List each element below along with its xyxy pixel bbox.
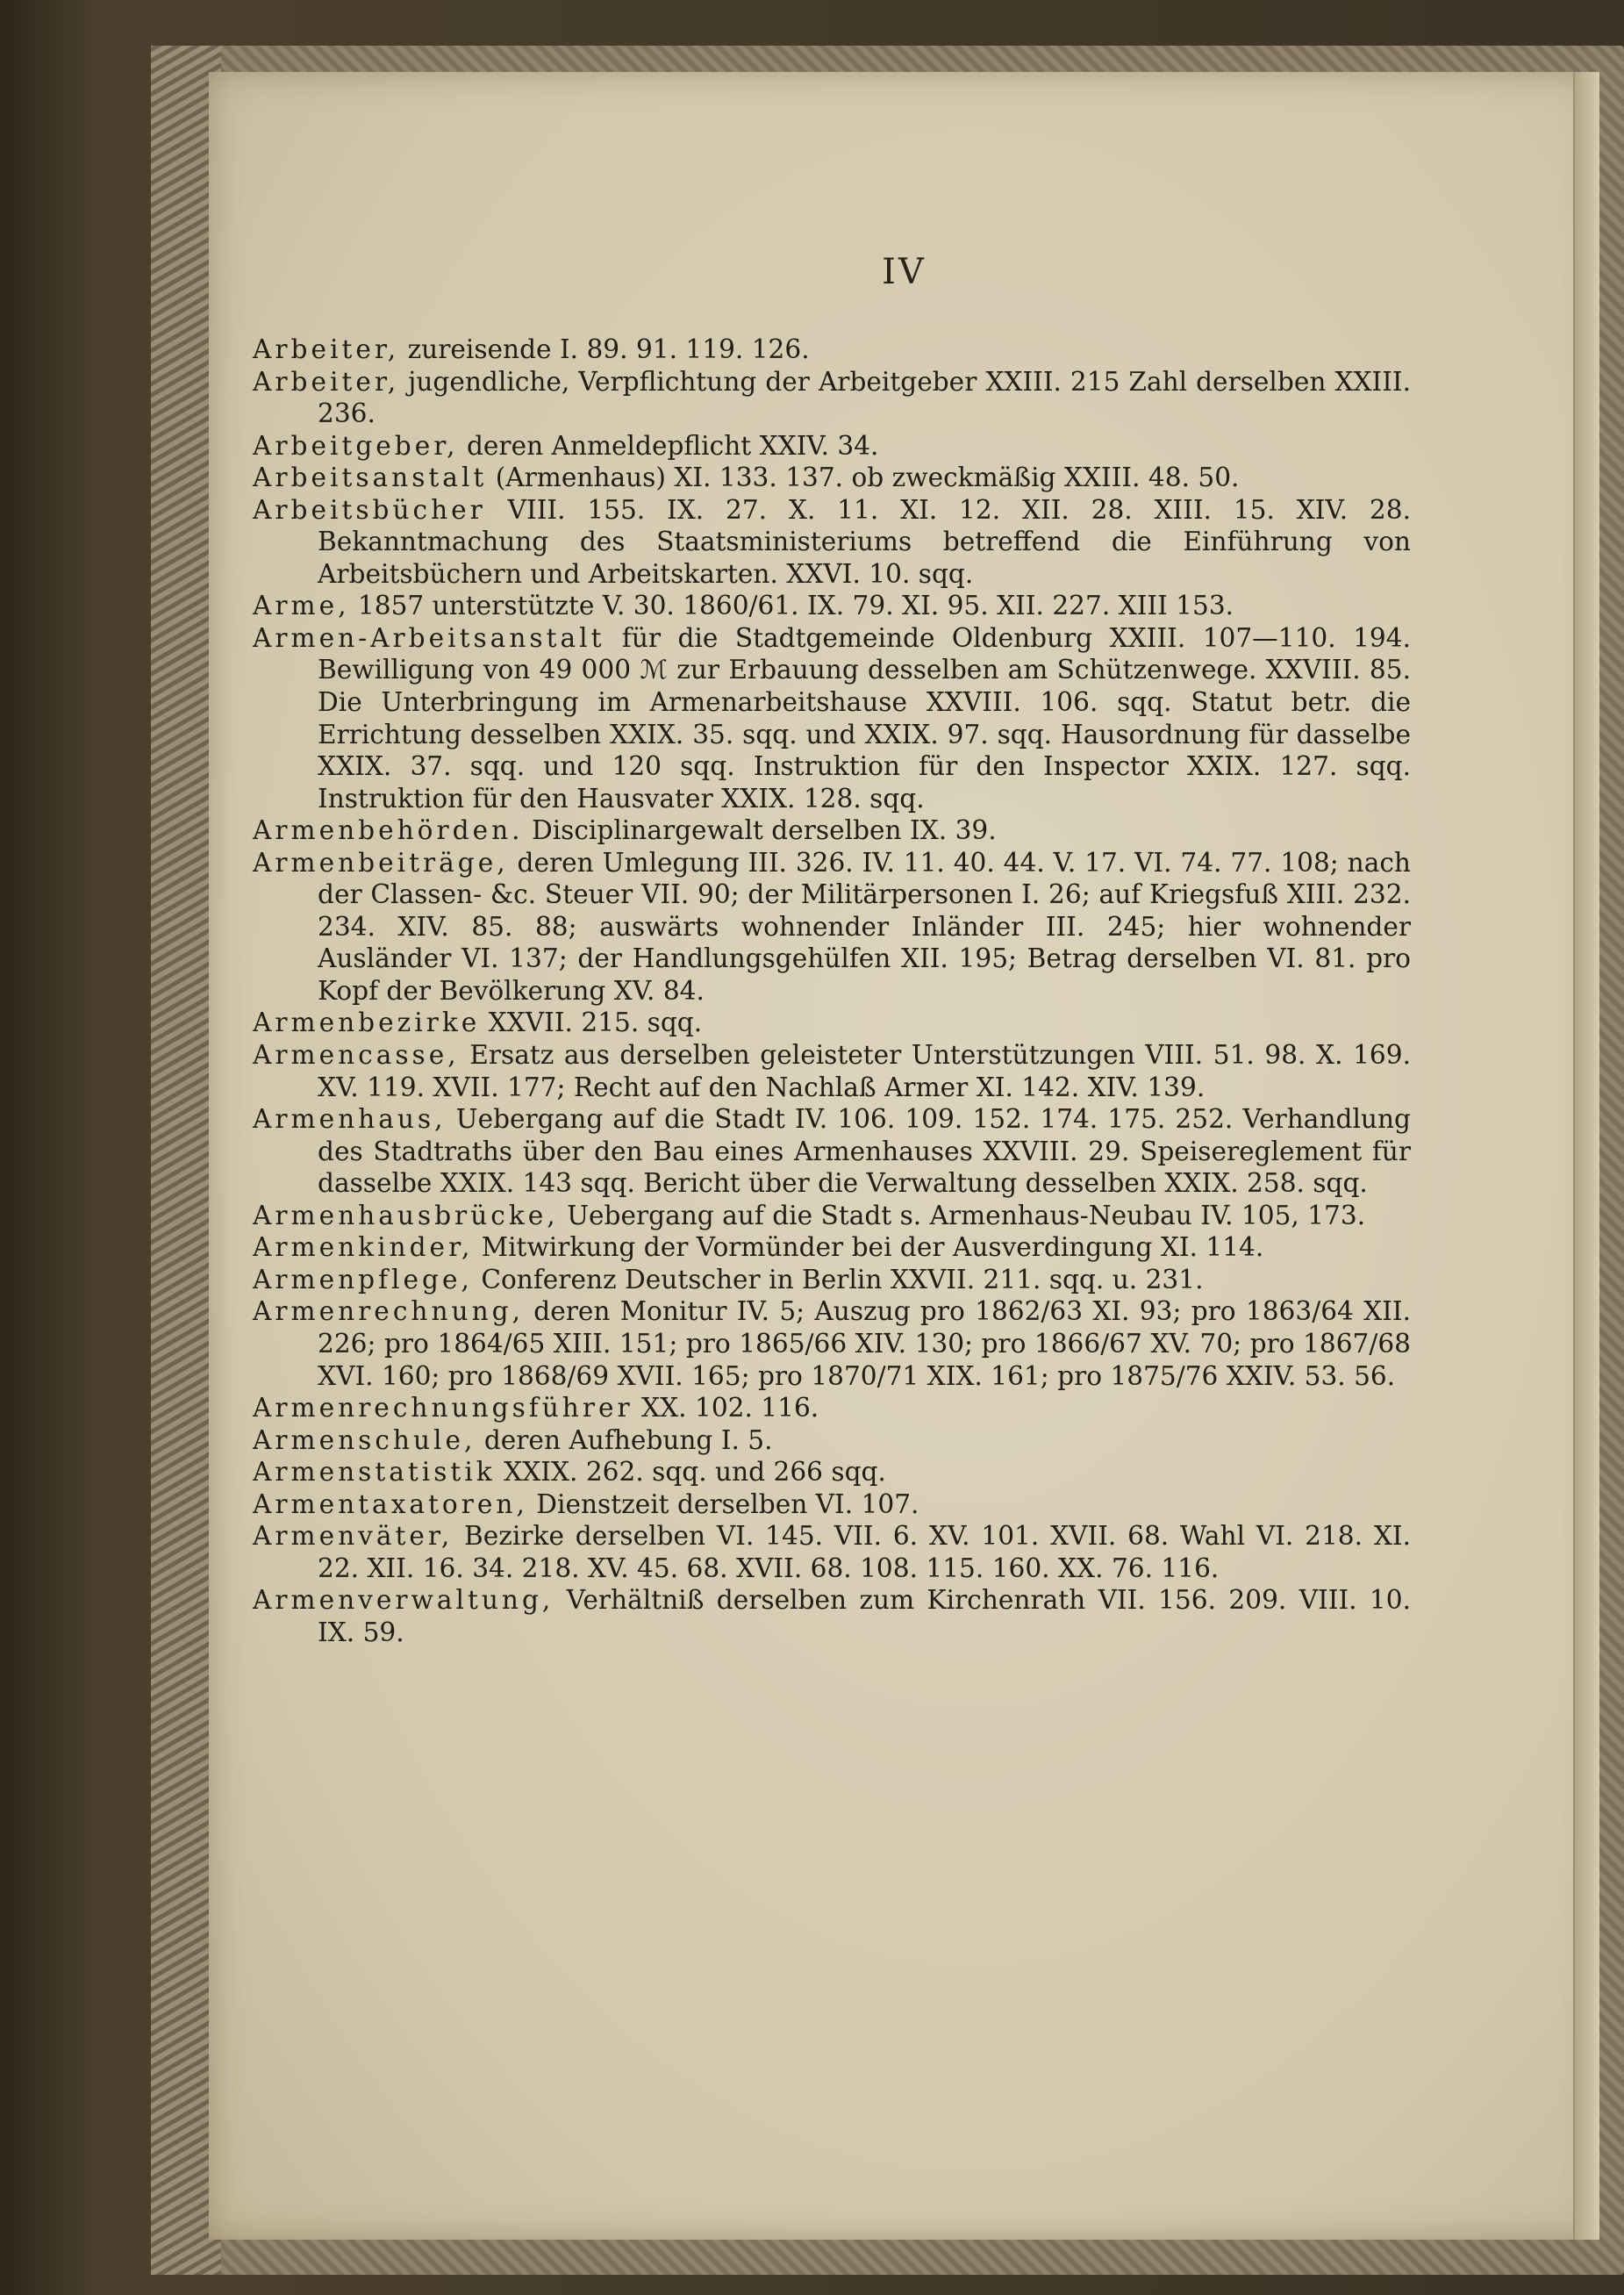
index-entry	[253, 590, 1411, 622]
entry-text: Uebergang auf die Stadt s. Armenhaus-Neubau IV. 105, 173.	[558, 1200, 1366, 1230]
entry-keyword: Armenrechnungsführer	[253, 1393, 633, 1424]
entry-text: XX. 102. 116.	[633, 1393, 819, 1424]
entry-keyword: Arbeitsbücher	[253, 494, 486, 525]
entry-text: 1857 unterstützte V. 30. 1860/61. IX. 79. XI. 95. XII. 227. XIII 153.	[349, 591, 1234, 621]
entry-text: deren Aufhebung I. 5.	[476, 1424, 773, 1455]
index-entry	[253, 1295, 1411, 1392]
index-list	[253, 333, 1411, 1648]
index-entry	[253, 814, 1411, 847]
entry-text: zureisende I. 89. 91. 119. 126.	[399, 334, 810, 364]
page-number: IV	[882, 252, 926, 292]
entry-text: jugendliche, Verpflichtung der Arbeitgeber XXIII. 215 Zahl derselben XXIII. 236.	[318, 366, 1411, 429]
entry-text: für die Stadtgemeinde Oldenburg XXIII. 107—110. 194. Bewilligung von 49 000 ℳ zur Erbauung desselben am Schützenwege. XXVIII. 85. Die Unterbringung im Armenarbeitshause XXVIII. 106. sqq. Statut betr. die Errichtung desselben XXIX. 35. sqq. und XXIX. 97. sqq. Hausordnung für dasselbe XXIX. 37. sqq. und 120 sqq. Instruktion für den Inspector XXIX. 127. sqq. Instruktion für den Hausvater XXIX. 128. sqq.	[318, 622, 1411, 814]
entry-keyword: Arbeitgeber,	[253, 430, 459, 461]
page-edge	[1573, 72, 1599, 2240]
index-entry	[253, 1200, 1411, 1232]
entry-text: Bezirke derselben VI. 145. VII. 6. XV. 101. XVII. 68. Wahl VI. 218. XI. 22. XII. 16. 34. 218. XV. 45. 68. XVII. 68. 108. 115. 160. XX. 76. 116.	[318, 1521, 1411, 1583]
index-entry	[253, 1039, 1411, 1103]
entry-text: Conferenz Deutscher in Berlin XXVII. 211. sqq. u. 231.	[472, 1264, 1204, 1295]
index-entry	[253, 494, 1411, 591]
entry-text: deren Umlegung III. 326. IV. 11. 40. 44. V. 17. VI. 74. 77. 108; nach der Classen- &c. Steuer VII. 90; der Militärpersonen I. 26; auf Kriegsfuß XIII. 232. 234. XIV. 85. 88; auswärts wohnender Inländer III. 245; hier wohnender Ausländer VI. 137; der Handlungsgehülfen XII. 195; Betrag derselben VI. 81. pro Kopf der Bevölkerung XV. 84.	[318, 847, 1411, 1006]
entry-text: Disciplinargewalt derselben IX. 39.	[523, 815, 997, 846]
entry-keyword: Arbeitsanstalt	[253, 463, 488, 493]
index-entry	[253, 1424, 1411, 1457]
index-entry	[253, 1392, 1411, 1424]
index-entry	[253, 1007, 1411, 1039]
index-entry	[253, 430, 1411, 463]
index-entry	[253, 847, 1411, 1008]
index-entry	[253, 1231, 1411, 1264]
entry-keyword: Arbeiter,	[253, 366, 400, 397]
index-entry	[253, 622, 1411, 814]
index-entry	[253, 1456, 1411, 1488]
entry-text: (Armenhaus) XI. 133. 137. ob zweckmäßig XXIII. 48. 50.	[487, 463, 1240, 493]
entry-keyword: Armenhausbrücke,	[253, 1200, 559, 1230]
entry-keyword: Armenbezirke	[253, 1008, 481, 1038]
entry-keyword: Arbeiter,	[253, 334, 400, 364]
entry-text: Verhältniß derselben zum Kirchenrath VII. 156. 209. VIII. 10. IX. 59.	[318, 1585, 1411, 1647]
entry-text: deren Monitur IV. 5; Auszug pro 1862/63 XI. 93; pro 1863/64 XII. 226; pro 1864/65 XIII. 151; pro 1865/66 XIV. 130; pro 1866/67 XV. 70; pro 1867/68 XVI. 160; pro 1868/69 XVII. 165; pro 1870/71 XIX. 161; pro 1875/76 XXIV. 53. 56.	[318, 1296, 1411, 1391]
entry-keyword: Armenhaus,	[253, 1104, 447, 1135]
entry-keyword: Arme,	[253, 591, 350, 621]
entry-keyword: Armen-Arbeitsanstalt	[253, 622, 605, 653]
entry-text: XXVII. 215. sqq.	[480, 1008, 703, 1038]
entry-text: Ersatz aus derselben geleisteter Unterstützungen VIII. 51. 98. X. 169. XV. 119. XVII. 177; Recht auf den Nachlaß Armer XI. 142. XIV. 139.	[318, 1040, 1411, 1102]
entry-text: Dienstzeit derselben VI. 107.	[527, 1488, 919, 1519]
index-entry	[253, 1520, 1411, 1584]
entry-keyword: Armenrechnung,	[253, 1296, 524, 1327]
entry-text: XXIX. 262. sqq. und 266 sqq.	[495, 1457, 886, 1488]
entry-keyword: Armenstatistik	[253, 1457, 496, 1488]
entry-text: Uebergang auf die Stadt IV. 106. 109. 152. 174. 175. 252. Verhandlung des Stadtraths über den Bau eines Armenhauses XXVIII. 29. Speisereglement für dasselbe XXIX. 143 sqq. Bericht über die Verwaltung desselben XXIX. 258. sqq.	[318, 1104, 1411, 1199]
entry-keyword: Armentaxatoren,	[253, 1488, 528, 1519]
entry-keyword: Armenbeiträge,	[253, 847, 509, 878]
index-entry	[253, 1103, 1411, 1200]
index-entry	[253, 333, 1411, 366]
entry-text: VIII. 155. IX. 27. X. 11. XI. 12. XII. 28. XIII. 15. XIV. 28. Bekanntmachung des Staatsministeriums betreffend die Einführung von Arbeitsbüchern und Arbeitskarten. XXVI. 10. sqq.	[318, 494, 1411, 589]
index-entry	[253, 1584, 1411, 1648]
entry-keyword: Armenpflege,	[253, 1264, 473, 1295]
entry-keyword: Armenbehörden.	[253, 815, 524, 846]
index-entry	[253, 462, 1411, 494]
index-entry	[253, 366, 1411, 430]
index-entry	[253, 1488, 1411, 1521]
entry-keyword: Armenväter,	[253, 1521, 454, 1552]
entry-keyword: Armenkinder,	[253, 1232, 474, 1263]
index-entry	[253, 1264, 1411, 1296]
entry-text: deren Anmeldepflicht XXIV. 34.	[458, 430, 879, 461]
entry-text: Mitwirkung der Vormünder bei der Ausverdingung XI. 114.	[473, 1232, 1264, 1263]
entry-keyword: Armenschule,	[253, 1424, 476, 1455]
entry-keyword: Armenverwaltung,	[253, 1585, 554, 1616]
entry-keyword: Armencasse,	[253, 1040, 460, 1071]
